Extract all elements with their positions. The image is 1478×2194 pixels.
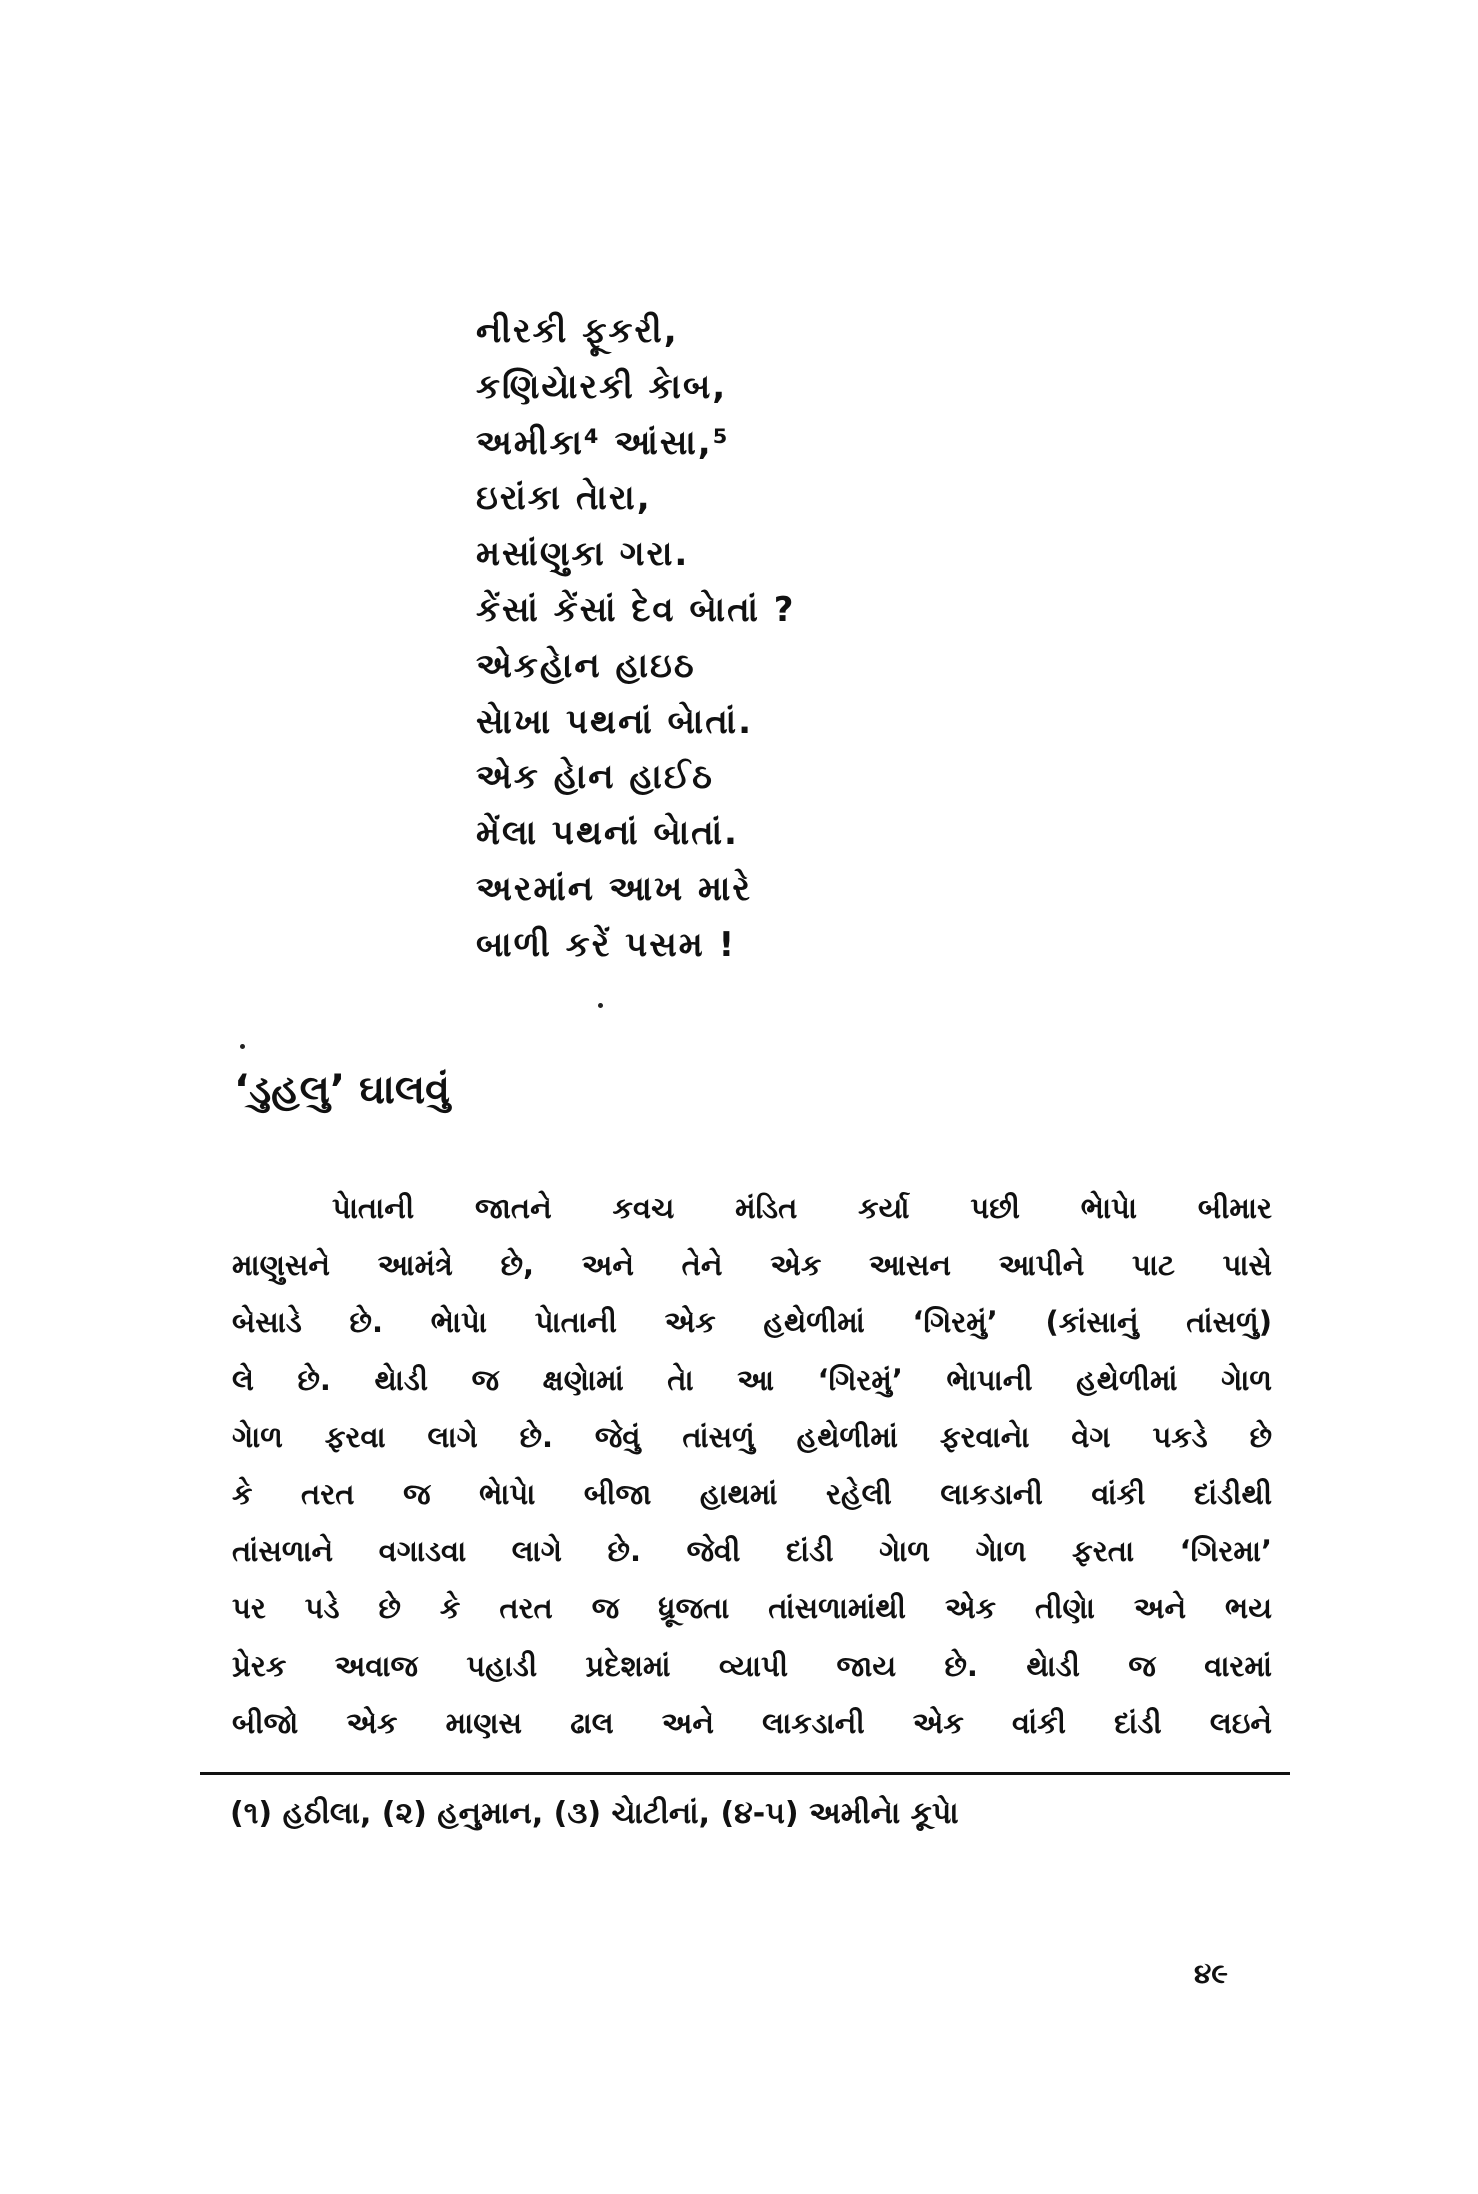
poem-line: કેંસાં કેંસાં દેવ બેાતાં ? xyxy=(476,589,796,630)
body-line: બેસાડે છે. ભેાપેા પેાતાની એક હથેળીમાં ‘ગિરમું’ (કાંસાનું તાંસળું) xyxy=(232,1305,1272,1340)
body-line: માણુસને આમંત્રે છે, અને તેને એક આસન આપીને પાટ પાસે xyxy=(232,1248,1272,1283)
body-line: લે છે. થેાડી જ ક્ષણેામાં તેા આ ‘ગિરમું’ ભેાપાની હથેળીમાં ગેાળ xyxy=(232,1362,1272,1397)
body-line: બીજો એક માણસ ઢાલ અને લાકડાની એક વાંકી દાંડી લઇને xyxy=(232,1705,1272,1740)
poem-line: સેાખા પથનાં બેાતાં. xyxy=(476,701,754,742)
body-line: પેાતાની જાતને કવચ મંડિત કર્યા પછી ભેાપેા બીમાર xyxy=(332,1191,1272,1225)
footnote-divider xyxy=(200,1772,1290,1775)
page-number: ૪૯ xyxy=(1194,1957,1228,1990)
poem-line: ઇરાંકા તેારા, xyxy=(476,478,652,519)
poem-line: બાળી કરેં પસમ ! xyxy=(476,924,737,965)
body-paragraph xyxy=(232,1180,1272,1752)
body-line: કે તરત જ ભેાપેા બીજા હાથમાં રહેલી લાકડાની વાંકી દાંડીથી xyxy=(232,1476,1272,1511)
poem-block xyxy=(476,304,1076,974)
print-speck xyxy=(240,1044,245,1049)
footnote: (૧) હઠીલા, (૨) હનુમાન, (૩) ચેાટીનાં, (૪-૫) અમીનેા કૂપેા xyxy=(230,1796,959,1831)
body-line: પ્રેરક અવાજ પહાડી પ્રદેશમાં વ્યાપી જાય છે. થેાડી જ વારમાં xyxy=(232,1648,1272,1683)
poem-line: એક હેાન હાઈઠ xyxy=(476,757,714,798)
body-line: તાંસળાને વગાડવા લાગે છે. જેવી દાંડી ગેાળ ગેાળ ફરતા ‘ગિરમા’ xyxy=(232,1534,1272,1569)
section-heading: ‘ડુહલુ’ ઘાલવું xyxy=(234,1067,451,1113)
poem-line: એકહેાન હાઇઠ xyxy=(476,645,696,686)
body-line: ગેાળ ફરવા લાગે છે. જેવું તાંસળું હથેળીમાં ફરવાનેા વેગ પકડે છે xyxy=(232,1419,1272,1454)
poem-line: નીરકી ફૂકરી, xyxy=(476,311,679,351)
poem-line: અરમાંન આખ મારે xyxy=(476,868,752,909)
poem-line: મસાંણુકા ગરા. xyxy=(476,534,690,575)
body-line: પર પડે છે કે તરત જ ધ્રૂજતા તાંસળામાંથી એક તીણેા અને ભય xyxy=(232,1591,1272,1626)
print-speck xyxy=(598,1003,603,1008)
poem-line: મેંલા પથનાં બેાતાં. xyxy=(476,813,739,854)
poem-line: અમીકા⁴ આંસા,⁵ xyxy=(476,422,730,463)
poem-line: કણિયેારકી કેાબ, xyxy=(476,366,728,407)
